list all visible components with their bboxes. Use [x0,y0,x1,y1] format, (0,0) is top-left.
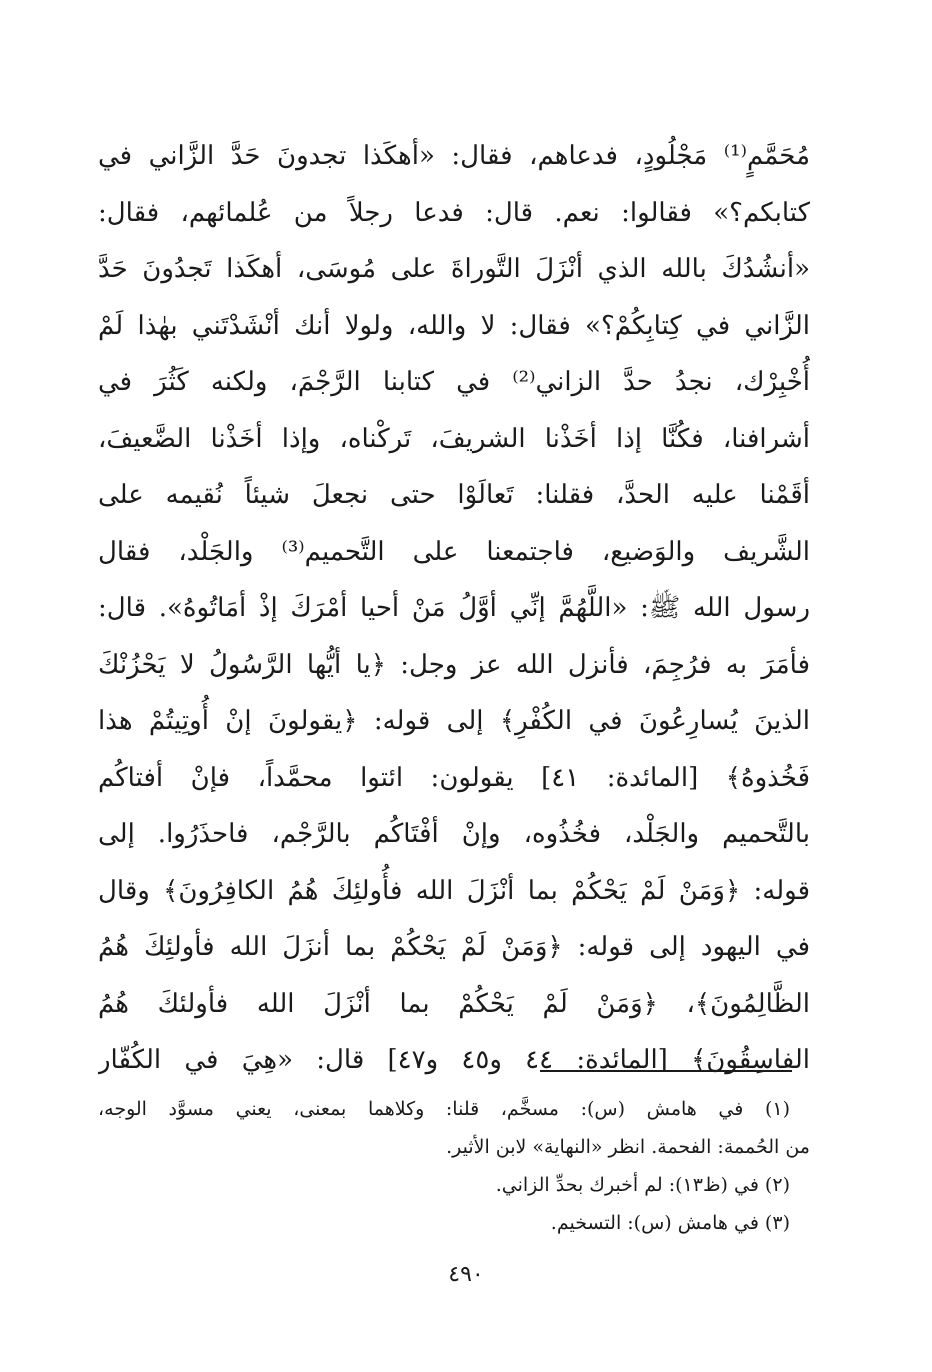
text-line-7: أقَمْنا عليه الحدَّ، فقلنا: تَعالَوْا حتى نجعلَ شيئاً نُقيمه على [98,480,810,510]
footnote-2: (٢) في (ظ١٣): لم أخبرك بحدِّ الزاني. [495,1174,790,1196]
text-line-15: في اليهود إلى قوله: ﴿وَمَنْ لَمْ يَحْكُمْ بما أنزَلَ الله فأولئِكَ هُمُ [98,932,810,962]
page-number: ٤٩٠ [448,1262,484,1287]
text-line-14: قوله: ﴿وَمَنْ لَمْ يَحْكُمْ بما أنْزَلَ الله فأُولئِكَ هُمُ الكافِرُونَ﴾ وقال [98,875,810,906]
text-line-16: الظَّالِمُونَ﴾، ﴿وَمَنْ لَمْ يَحْكُمْ بما أنْزَلَ الله فأولئكَ هُمُ [98,988,810,1019]
footnote-separator [540,1070,792,1072]
main-text-block [98,128,810,1089]
text-line-8: الشَّريف والوَضيع، فاجتمعنا على التَّحميم⁽³⁾ والجَلْد، فقال [98,536,810,567]
text-line-9: رسول الله ﷺ: «اللَّهُمَّ إنِّي أوَّلُ مَنْ أحيا أمْرَكَ إذْ أمَاتُوهُ». قال: [98,593,810,623]
footnotes-block [98,1090,810,1242]
footnote-1-continued: من الحُممة: الفحمة. انظر «النهاية» لابن الأثير. [446,1136,810,1158]
text-line-12: فَخُذوهُ﴾ [المائدة: ٤١] يقولون: ائتوا محمَّداً، فإنْ أفتاكُم [98,762,810,793]
text-line-13: بالتَّحميم والجَلْد، فخُذُوه، وإنْ أفْتَاكُم بالرَّجْم، فاحذَرُوا. إلى [98,819,810,849]
text-line-1: مُحَمَّمٍ⁽¹⁾ مَجْلُودٍ، فدعاهم، فقال: «أهكَذا تجدونَ حَدَّ الزَّاني في [98,141,810,171]
text-line-11: الذينَ يُسارِعُونَ في الكُفْرِ﴾ إلى قوله: ﴿يقولونَ إنْ أُوتِيتُمْ هذا [98,706,810,736]
footnote-1: (١) في هامش (س): مسخَّم، قلنا: وكلاهما بمعنى، يعني مسوَّد الوجه، [98,1098,790,1120]
text-line-6: أشرافنا، فكُنَّا إذا أخَذْنا الشريفَ، تَركْناه، وإذا أخَذْنا الضَّعيفَ، [98,423,810,454]
text-line-17: الفاسِقُونَ﴾ [المائدة: ٤٤ و٤٥ و٤٧] قال: «هِيَ في الكُفّار [98,1045,810,1075]
text-line-2: كتابكم؟» فقالوا: نعم. قال: فدعا رجلاً من عُلمائهم، فقال: [98,197,810,228]
text-line-5: أُخْبِرْك، نجدُ حدَّ الزاني⁽²⁾ في كتابنا الرَّجْمَ، ولكنه كَثُرَ في [98,367,810,397]
text-line-4: الزَّاني في كِتابِكُمْ؟» فقال: لا والله، ولولا أنك أنْشَدْتَني بهٰذا لَمْ [98,310,810,341]
text-line-3: «أنشُدُكَ بالله الذي أنْزَلَ التَّوراةَ على مُوسَى، أهكَذا تَجدُونَ حَدَّ [98,254,810,284]
text-line-10: فأمَرَ به فرُجِمَ، فأنزل الله عز وجل: ﴿يا أيُّها الرَّسُولُ لا يَحْزُنْكَ [98,649,810,680]
footnote-3: (٣) في هامش (س): التسخيم. [550,1212,790,1234]
